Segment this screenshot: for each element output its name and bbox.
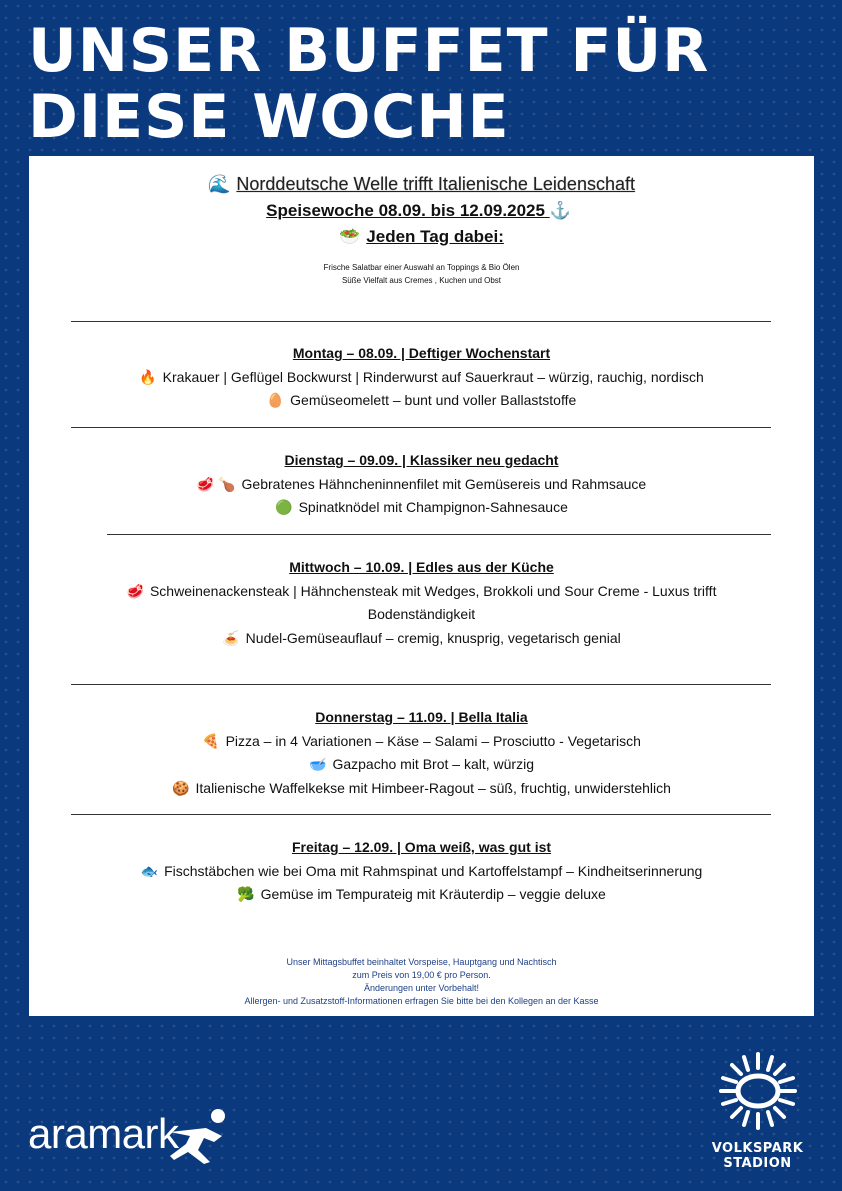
page-title-line-2: DIESE WOCHE: [28, 82, 510, 152]
dish-item: [89, 883, 754, 907]
anchor-icon: ⚓: [549, 201, 571, 220]
broccoli-icon: 🥦: [237, 886, 255, 902]
theme-subtitle: [29, 174, 814, 195]
day-monday: [89, 342, 754, 413]
page-title-line-1: UNSER BUFFET FÜR: [28, 16, 710, 86]
dish-item: [89, 366, 754, 390]
price-info-line: Allergen- und Zusatzstoff-Informationen erfragen Sie bitte bei den Kollegen an der Kasse: [244, 996, 599, 1006]
divider: [71, 684, 771, 685]
dish-item: [89, 389, 754, 413]
dish-item: [89, 777, 754, 801]
day-tuesday: [89, 449, 754, 520]
intro-section: [29, 174, 814, 287]
divider: [71, 321, 771, 322]
dish-text: Spinatknödel mit Champignon-Sahnesauce: [298, 499, 568, 515]
day-heading: Mittwoch – 10.09. | Edles aus der Küche: [289, 559, 554, 575]
dish-text: Gazpacho mit Brot – kalt, würzig: [332, 756, 534, 772]
steak-icon: 🥩: [126, 582, 144, 599]
divider: [71, 427, 771, 428]
day-heading: Donnerstag – 11.09. | Bella Italia: [315, 709, 528, 725]
dish-text: Nudel-Gemüseauflauf – cremig, knusprig, vegetarisch genial: [245, 629, 621, 646]
dish-item: [89, 627, 754, 651]
page-title: [28, 18, 709, 150]
menu-card: [29, 156, 814, 1016]
dish-text: Krakauer | Geflügel Bockwurst | Rinderwurst auf Sauerkraut – würzig, rauchig, nordisch: [162, 368, 704, 385]
day-heading: Montag – 08.09. | Deftiger Wochenstart: [292, 345, 551, 361]
dish-text: Gemüseomelett – bunt und voller Ballaststoffe: [290, 392, 577, 408]
green-circle-icon: 🟢: [275, 499, 293, 515]
fire-icon: 🔥: [139, 368, 157, 385]
aramark-logo: [28, 1110, 179, 1158]
wave-icon: 🌊: [208, 174, 231, 194]
divider: [107, 534, 771, 535]
volkspark-stadion-logo: [700, 1050, 815, 1171]
daily-title-text: Jeden Tag dabei:: [366, 227, 504, 246]
price-info-line: zum Preis von 19,00 € pro Person.: [352, 970, 491, 980]
salad-icon: 🥗: [339, 227, 361, 246]
price-info: [29, 956, 814, 1008]
cookie-icon: 🍪: [172, 779, 190, 796]
daily-items: [29, 261, 814, 287]
dish-item: [89, 860, 754, 884]
meat-poultry-icon: 🥩 🍗: [196, 475, 236, 492]
stadium-icon: [713, 1050, 803, 1132]
week-range: [29, 201, 814, 221]
price-info-line: Unser Mittagsbuffet beinhaltet Vorspeise, Hauptgang und Nachtisch: [286, 957, 557, 967]
egg-icon: 🥚: [266, 392, 285, 408]
pasta-icon: 🍝: [222, 629, 240, 646]
dish-text: Pizza – in 4 Variationen – Käse – Salami – Prosciutto - Vegetarisch: [225, 732, 641, 749]
pizza-icon: 🍕: [202, 732, 220, 749]
divider: [71, 814, 771, 815]
dish-text: Gebratenes Hähncheninnenfilet mit Gemüsereis und Rahmsauce: [241, 475, 647, 492]
day-thursday: [89, 706, 754, 800]
stadium-name-line-2: STADION: [723, 1156, 792, 1171]
aramark-star-person-icon: [160, 1106, 240, 1166]
aramark-wordmark: aramark: [28, 1110, 179, 1157]
fish-icon: 🐟: [140, 862, 159, 879]
daily-item: Süße Vielfalt aus Cremes , Kuchen und Obst: [341, 276, 502, 285]
dish-item: [89, 580, 754, 627]
dish-text: Fischstäbchen wie bei Oma mit Rahmspinat und Kartoffelstampf – Kindheitserinnerung: [164, 862, 703, 879]
daily-title: [29, 227, 814, 247]
theme-subtitle-text: Norddeutsche Welle trifft Italienische Leidenschaft: [236, 174, 635, 194]
dish-item: [89, 753, 754, 777]
daily-item: Frische Salatbar einer Auswahl an Toppings & Bio Ölen: [323, 263, 520, 272]
stadium-name: [700, 1141, 815, 1171]
day-friday: [89, 836, 754, 907]
dish-item: [89, 473, 754, 497]
day-heading: Dienstag – 09.09. | Klassiker neu gedacht: [284, 452, 559, 468]
dish-item: [89, 730, 754, 754]
soup-icon: 🥣: [309, 756, 327, 772]
dish-text: Gemüse im Tempurateig mit Kräuterdip – veggie deluxe: [260, 886, 606, 902]
dish-text: Italienische Waffelkekse mit Himbeer-Ragout – süß, fruchtig, unwiderstehlich: [195, 779, 671, 796]
dish-item: [89, 496, 754, 520]
price-info-line: Änderungen unter Vorbehalt!: [363, 983, 480, 993]
stadium-name-line-1: VOLKSPARK: [711, 1141, 804, 1156]
day-heading: Freitag – 12.09. | Oma weiß, was gut ist: [291, 839, 552, 855]
dish-text: Schweinenackensteak | Hähnchensteak mit Wedges, Brokkoli und Sour Creme - Luxus trifft Bodenständigkeit: [149, 582, 717, 622]
day-wednesday: [89, 556, 754, 650]
week-range-text: Speisewoche 08.09. bis 12.09.2025: [266, 201, 545, 220]
